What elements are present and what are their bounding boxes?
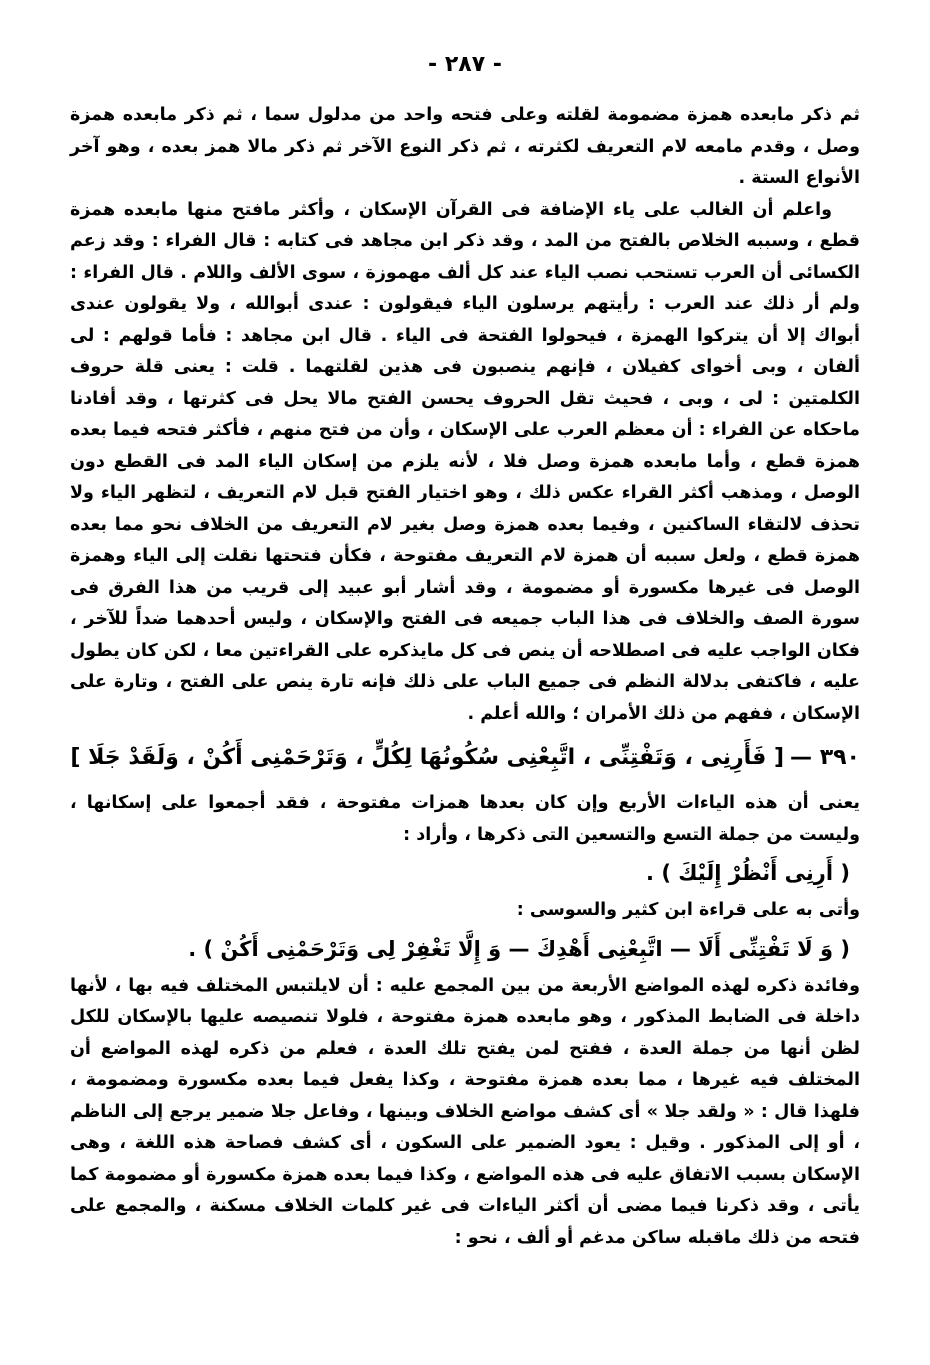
verse-number: ٣٩٠ — — [790, 745, 860, 770]
paragraph-4: وأتى به على قراءة ابن كثير والسوسى : — [516, 900, 860, 920]
paragraph-1: ثم ذكر مابعده همزة مضمومة لقلته وعلى فتحه واحد من مدلول سما ، ثم ذكر مابعده همزة وصل ، وقدم مامعه لام التعريف لكثرته ، ثم ذكر النوع الآخر ثم ذكر مالا همز بعده ، وهو آخر الأنواع الستة . — [70, 105, 860, 188]
quran-quote-1: ( أَرِنِى أَنْظُرْ إِلَيْكَ ) . — [646, 861, 850, 885]
page-number: - ٢٨٧ - — [428, 52, 502, 77]
paragraph-5: وفائدة ذكره لهذه المواضع الأربعة من بين المجمع عليه : أن لايلتبس المختلف فيه بها ، لأنها داخلة فى الضابط المذكور ، وهو مابعده همزة مفتوحة ، فلولا تنصيصه عليها بالإسكان للكل لظن أنها من جملة العدة ، ففتح لمن يفتح تلك العدة ، فعلم من ذكره لهذه المواضع أن المختلف فيه غيرها ، مما بعده همزة مفتوحة ، وكذا يفعل فيما بعده مكسورة ومضمومة ، فلهذا قال : « ولقد جلا » أى كشف مواضع الخلاف وبينها ، وفاعل جلا ضمير يرجع إلى الناظم ، أو إلى المذكور . وقيل : يعود الضمير على السكون ، أى كشف فصاحة هذه اللغة ، وهى الإسكان بسبب الاتفاق عليه فى هذه المواضع ، وكذا فيما بعده همزة مكسورة أو مضمومة كما يأتى ، وقد ذكرنا فيما مضى أن أكثر الياءات فى غير كلمات الخلاف مسكنة ، والمجمع على فتحه من ذلك ماقبله ساكن مدغم أو ألف ، نحو : — [70, 975, 860, 1248]
paragraph-3: يعنى أن هذه الياءات الأربع وإن كان بعدها همزات مفتوحة ، فقد أجمعوا على إسكانها ، وليست من جملة التسع والتسعين التى ذكرها ، وأراد : — [70, 793, 860, 845]
page-body — [70, 100, 860, 1254]
verse-line — [70, 740, 860, 776]
verse-text: [ فَأَرِنِى ، وَتَفْتِنِّى ، اتَّبِعْنِى سُكُونُهَا لِكُلٍّ ، وَتَرْحَمْنِى أَكُنْ ، وَلَقَدْ جَلَا ] — [70, 745, 785, 770]
quran-quote-2: ( وَ لَا تَفْتِنِّى أَلَا — اتَّبِعْنِى أَهْدِكَ — وَ إِلَّا تَغْفِرْ لِى وَتَرْحَمْنِى أَكُنْ ) . — [188, 936, 850, 961]
paragraph-2: واعلم أن الغالب على ياء الإضافة فى القرآن الإسكان ، وأكثر مافتح منها مابعده همزة قطع ، وسببه الخلاص بالفتح من المد ، وقد ذكر ابن مجاهد فى كتابه : قال الفراء : وقد زعم الكسائى أن العرب تستحب نصب الياء عند كل ألف مهموزة ، سوى الألف واللام . قال الفراء : ولم أر ذلك عند العرب : رأيتهم يرسلون الياء فيقولون : عندى أبوالله ، ولا يقولون عندى أبواك إلا أن يتركوا الهمزة ، فيحولوا الفتحة فى الياء . قال ابن مجاهد : فأما قولهم : لى ألفان ، وبى أخواى كفيلان ، فإنهم ينصبون فى هذين لقلتهما . قلت : يعنى قلة حروف الكلمتين : لى ، وبى ، فحيث تقل الحروف يحسن الفتح مالا يحل فى كثرتها ، وقد أفادنا ماحكاه عن الفراء : أن معظم العرب على الإسكان ، وأن من فتح منهم ، فأكثر فتحه فيما بعده همزة قطع ، وأما مابعده همزة وصل فلا ، لأنه يلزم من إسكان الياء المد فى القطع دون الوصل ، ومذهب أكثر القراء عكس ذلك ، وهو اختيار الفتح قبل لام التعريف ، لتظهر الياء ولا تحذف لالتقاء الساكنين ، وفيما بعده همزة وصل بغير لام التعريف من الخلاف نحو مما بعده همزة قطع ، ولعل سببه أن همزة لام التعريف مفتوحة ، فكأن فتحتها نقلت إلى الياء وهمزة الوصل فى غيرها مكسورة أو مضمومة ، وقد أشار أبو عبيد إلى قريب من هذا الفرق فى سورة الصف والخلاف فى هذا الباب جميعه فى الفتح والإسكان ، وليس أحدهما ضداً للآخر ، فكان الواجب عليه فى اصطلاحه أن ينص فى كل مايذكره على القراءتين معا ، لكن كان يطول عليه ، فاكتفى بدلالة النظم فى جميع الباب على ذلك فإنه تارة ينص على الفتح ، وتارة على الإسكان ، ففهم من ذلك الأمران ؛ والله أعلم . — [70, 199, 860, 724]
